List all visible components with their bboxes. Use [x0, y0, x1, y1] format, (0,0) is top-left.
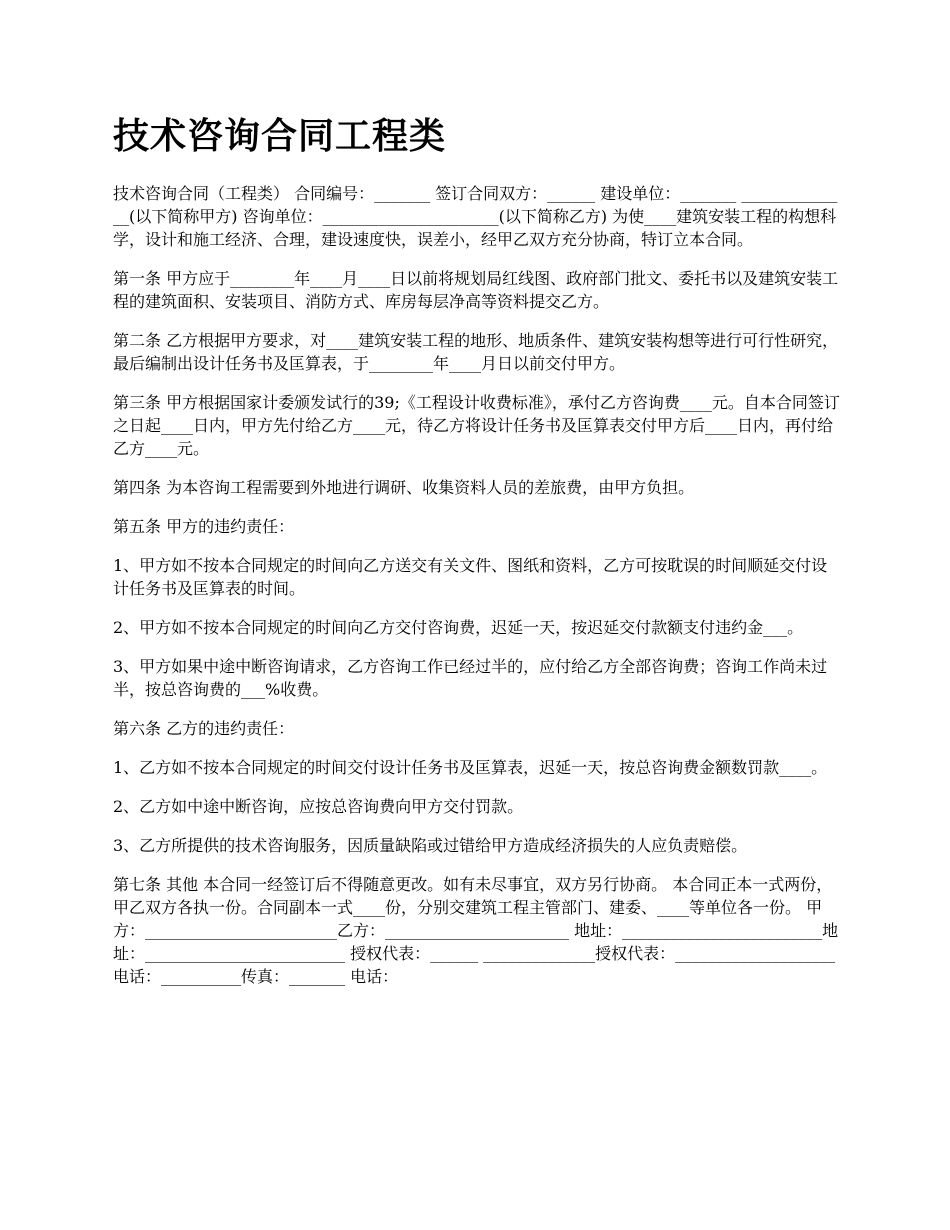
paragraph-intro: 技术咨询合同（工程类） 合同编号：_______ 签订合同双方：______ 建设单位：_______ ______________(以下简称甲方) 咨询单位：______________________(以下简称乙方) 为使____建筑安装工程的构想科学，设计和施工经济、合理，建设速度快，误差小，经甲乙双方充分协商，特订立本合同。 — [113, 184, 838, 249]
paragraph-article-6-item-3: 3、乙方所提供的技术咨询服务，因质量缺陷或过错给甲方造成经济损失的人应负责赔偿。 — [113, 836, 748, 855]
paragraph-article-3: 第三条 甲方根据国家计委颁发试行的39;《工程设计收费标准》，承付乙方咨询费____元。自本合同签订之日起____日内，甲方先付给乙方____元，待乙方将设计任务书及匡算表交付甲方后____日内，再付给乙方____元。 — [113, 393, 840, 458]
paragraph-article-5-item-3: 3、甲方如果中途中断咨询请求，乙方咨询工作已经过半的，应付给乙方全部咨询费；咨询工作尚未过半，按总咨询费的___%收费。 — [113, 657, 828, 699]
paragraph-article-6-item-1: 1、乙方如不按本合同规定的时间交付设计任务书及匡算表，迟延一天，按总咨询费金额数罚款____。 — [113, 758, 828, 777]
paragraph-article-7: 第七条 其他 本合同一经签订后不得随意更改。如有未尽事宜，双方另行协商。 本合同正本一式两份，甲乙双方各执一份。合同副本一式____份，分别交建筑工程主管部门、建委、____等单位各一份。 甲方：________________________乙方：_______________________ 地址：_________________________地址：_________________________ 授权代表：______ ______________授权代表：____________________ 电话：__________传真：_______ 电话： — [113, 875, 841, 986]
paragraph-article-6: 第六条 乙方的违约责任： — [113, 719, 295, 738]
paragraph-article-1: 第一条 甲方应于________年____月____日以前将规划局红线图、政府部门批文、委托书以及建筑安装工程的建筑面积、安装项目、消防方式、库房每层净高等资料提交乙方。 — [113, 269, 839, 311]
paragraph-article-6-item-2: 2、乙方如中途中断咨询，应按总咨询费向甲方交付罚款。 — [113, 797, 524, 816]
paragraph-article-5-item-1: 1、甲方如不按本合同规定的时间向乙方送交有关文件、图纸和资料，乙方可按耽误的时间顺延交付设计任务书及匡算表的时间。 — [113, 556, 828, 598]
paragraph-article-2: 第二条 乙方根据甲方要求，对____建筑安装工程的地形、地质条件、建筑安装构想等进行可行性研究，最后编制出设计任务书及匡算表，于________年____月日以前交付甲方。 — [113, 331, 839, 373]
paragraph-article-5-item-2: 2、甲方如不按本合同规定的时间向乙方交付咨询费，迟延一天，按迟延交付款额支付违约金___。 — [113, 618, 804, 637]
document-page — [113, 108, 843, 1004]
paragraph-article-4: 第四条 为本咨询工程需要到外地进行调研、收集资料人员的差旅费，由甲方负担。 — [113, 478, 695, 497]
document-title: 技术咨询合同工程类 — [113, 115, 447, 157]
paragraph-article-5: 第五条 甲方的违约责任： — [113, 517, 295, 536]
